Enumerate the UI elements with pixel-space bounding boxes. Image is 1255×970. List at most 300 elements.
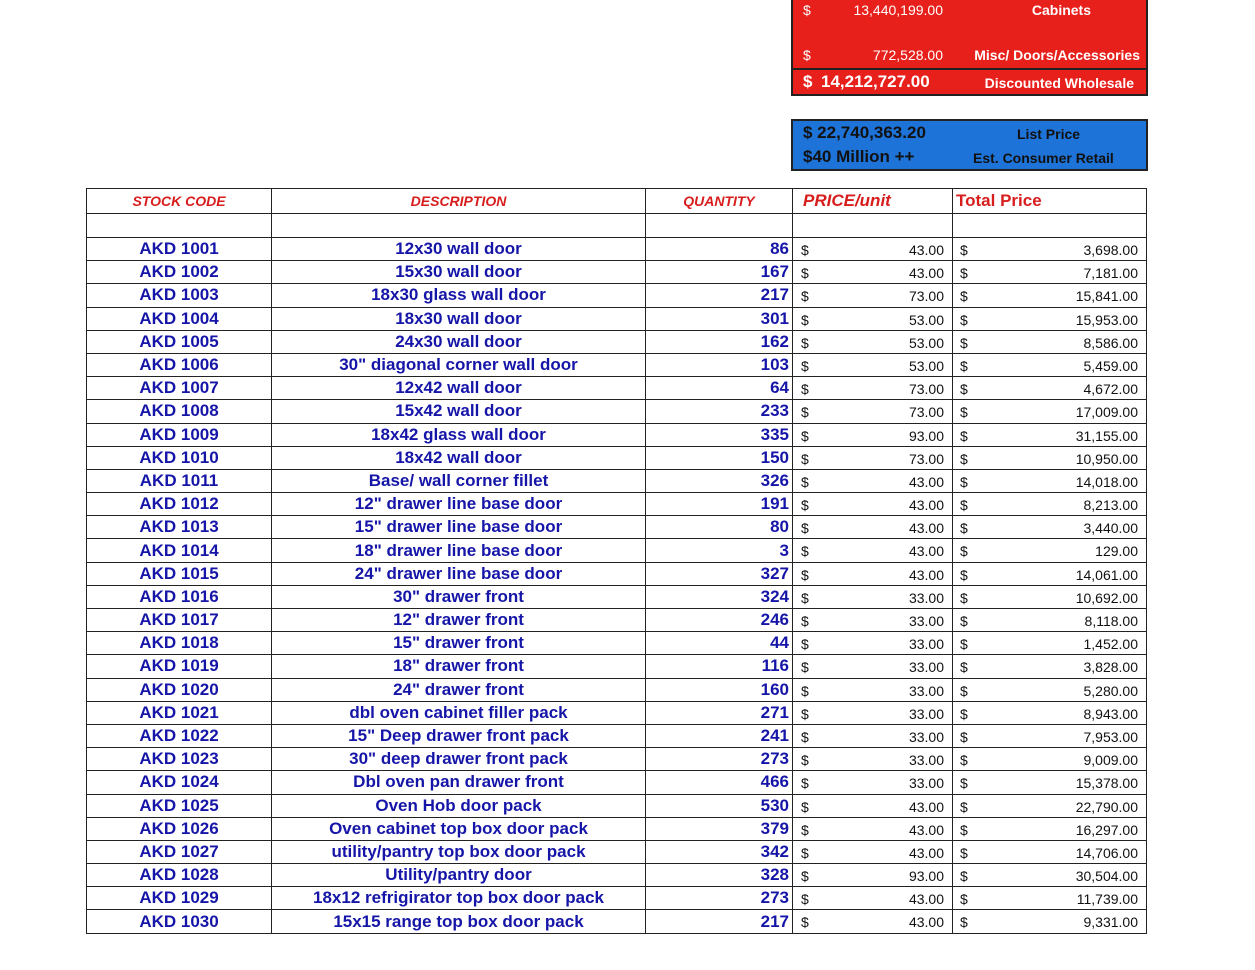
stock-code-cell: AKD 1023: [87, 748, 272, 771]
list-price-label: List Price: [1017, 126, 1081, 142]
wholesale-row: [793, 68, 1146, 96]
unit-price-value: 93.00: [908, 868, 944, 885]
stock-code-cell: AKD 1006: [87, 353, 272, 376]
quantity-cell: 116: [646, 655, 793, 678]
description-cell: 30" diagonal corner wall door: [272, 353, 646, 376]
table-row: [87, 307, 1147, 330]
unit-price-value: 33.00: [908, 589, 944, 606]
currency-symbol: $: [801, 798, 809, 815]
unit-price-cell: [793, 446, 953, 469]
description-cell: 18x42 wall door: [272, 446, 646, 469]
table-row: [87, 794, 1147, 817]
currency-symbol: $: [801, 752, 809, 769]
currency-symbol: $: [801, 868, 809, 885]
total-price-cell: [953, 469, 1147, 492]
total-price-value: 1,452.00: [1083, 636, 1138, 653]
quantity-cell: 160: [646, 678, 793, 701]
quantity-cell: 326: [646, 469, 793, 492]
currency-symbol: $: [960, 891, 968, 908]
unit-price-cell: [793, 330, 953, 353]
header-price-unit: PRICE/unit: [793, 189, 953, 214]
retail-value: $40 Million ++: [803, 147, 915, 166]
total-price-cell: [953, 771, 1147, 794]
quantity-cell: 167: [646, 261, 793, 284]
unit-price-value: 43.00: [908, 914, 944, 931]
total-price-value: 10,692.00: [1075, 589, 1138, 606]
quantity-cell: 162: [646, 330, 793, 353]
unit-price-value: 33.00: [908, 636, 944, 653]
quantity-cell: 233: [646, 400, 793, 423]
unit-price-cell: [793, 701, 953, 724]
quantity-cell: 335: [646, 423, 793, 446]
quantity-cell: 324: [646, 585, 793, 608]
unit-price-value: 43.00: [908, 798, 944, 815]
unit-price-cell: [793, 261, 953, 284]
total-price-value: 14,018.00: [1075, 473, 1138, 490]
stock-table: [86, 188, 1147, 934]
cabinets-label: Cabinets: [1031, 2, 1091, 18]
total-price-value: 3,698.00: [1083, 242, 1138, 258]
currency-symbol: $: [801, 357, 809, 374]
currency-symbol: $: [801, 543, 809, 560]
total-price-cell: [953, 423, 1147, 446]
total-price-value: 5,459.00: [1083, 357, 1138, 374]
unit-price-cell: [793, 771, 953, 794]
quantity-cell: 64: [646, 377, 793, 400]
stock-code-cell: AKD 1013: [87, 516, 272, 539]
currency-symbol: $: [960, 473, 968, 490]
total-price-value: 3,440.00: [1083, 520, 1138, 537]
description-cell: 30" deep drawer front pack: [272, 748, 646, 771]
stock-code-cell: AKD 1017: [87, 609, 272, 632]
table-row: [87, 400, 1147, 423]
table-row: [87, 469, 1147, 492]
unit-price-value: 53.00: [908, 311, 944, 328]
quantity-cell: 301: [646, 307, 793, 330]
total-price-cell: [953, 400, 1147, 423]
stock-code-cell: AKD 1025: [87, 794, 272, 817]
stock-code-cell: AKD 1018: [87, 632, 272, 655]
description-cell: Oven Hob door pack: [272, 794, 646, 817]
unit-price-value: 73.00: [908, 404, 944, 421]
total-price-value: 17,009.00: [1075, 404, 1138, 421]
currency-symbol: $: [960, 636, 968, 653]
quantity-cell: 379: [646, 817, 793, 840]
quantity-cell: 3: [646, 539, 793, 562]
currency-symbol: $: [960, 497, 968, 514]
table-row: [87, 377, 1147, 400]
currency-symbol: $: [960, 520, 968, 537]
currency-symbol: $: [960, 334, 968, 351]
stock-code-cell: AKD 1026: [87, 817, 272, 840]
stock-code-cell: AKD 1008: [87, 400, 272, 423]
table-row: [87, 238, 1147, 261]
total-price-value: 8,586.00: [1083, 334, 1138, 351]
quantity-cell: 530: [646, 794, 793, 817]
description-cell: 18x12 refrigirator top box door pack: [272, 887, 646, 910]
description-cell: Dbl oven pan drawer front: [272, 771, 646, 794]
total-price-cell: [953, 632, 1147, 655]
currency-symbol: $: [960, 288, 968, 305]
unit-price-value: 33.00: [908, 613, 944, 629]
unit-price-cell: [793, 632, 953, 655]
currency-symbol: $: [801, 821, 809, 838]
unit-price-cell: [793, 609, 953, 632]
table-row: [87, 748, 1147, 771]
header-total-price: Total Price: [953, 189, 1147, 214]
stock-code-cell: AKD 1004: [87, 307, 272, 330]
currency-symbol: $: [960, 589, 968, 606]
description-cell: 18x30 glass wall door: [272, 284, 646, 307]
quantity-cell: 217: [646, 284, 793, 307]
unit-price-cell: [793, 864, 953, 887]
quantity-cell: 241: [646, 724, 793, 747]
description-cell: 18x30 wall door: [272, 307, 646, 330]
currency-symbol: $: [960, 357, 968, 374]
currency-symbol: $: [960, 682, 968, 699]
table-row: [87, 771, 1147, 794]
unit-price-cell: [793, 539, 953, 562]
currency-symbol: $: [960, 242, 968, 258]
unit-price-value: 43.00: [908, 891, 944, 908]
quantity-cell: 327: [646, 562, 793, 585]
description-cell: 12x42 wall door: [272, 377, 646, 400]
description-cell: 15" drawer front: [272, 632, 646, 655]
table-row: [87, 655, 1147, 678]
unit-price-value: 33.00: [908, 705, 944, 722]
total-price-cell: [953, 307, 1147, 330]
description-cell: utility/pantry top box door pack: [272, 840, 646, 863]
stock-code-cell: AKD 1029: [87, 887, 272, 910]
table-row: [87, 516, 1147, 539]
total-price-cell: [953, 794, 1147, 817]
table-row: [87, 864, 1147, 887]
description-cell: Utility/pantry door: [272, 864, 646, 887]
stock-code-cell: AKD 1027: [87, 840, 272, 863]
unit-price-cell: [793, 238, 953, 261]
stock-code-cell: AKD 1028: [87, 864, 272, 887]
unit-price-value: 43.00: [908, 473, 944, 490]
table-row: [87, 446, 1147, 469]
table-row: [87, 284, 1147, 307]
currency-symbol: $: [960, 821, 968, 838]
stock-code-cell: AKD 1022: [87, 724, 272, 747]
header-quantity: QUANTITY: [646, 189, 793, 214]
stock-code-cell: AKD 1024: [87, 771, 272, 794]
unit-price-cell: [793, 748, 953, 771]
unit-price-value: 33.00: [908, 659, 944, 676]
total-price-cell: [953, 724, 1147, 747]
total-price-cell: [953, 748, 1147, 771]
currency-symbol: $: [960, 775, 968, 792]
currency-symbol: $: [960, 265, 968, 282]
quantity-cell: 342: [646, 840, 793, 863]
description-cell: 15" drawer line base door: [272, 516, 646, 539]
quantity-cell: 150: [646, 446, 793, 469]
total-price-value: 8,943.00: [1083, 705, 1138, 722]
total-price-cell: [953, 678, 1147, 701]
table-row: [87, 701, 1147, 724]
table-row: [87, 330, 1147, 353]
unit-price-cell: [793, 794, 953, 817]
total-price-cell: [953, 701, 1147, 724]
total-price-cell: [953, 493, 1147, 516]
misc-label: Misc/ Doors/Accessories: [974, 47, 1140, 63]
total-price-cell: [953, 539, 1147, 562]
currency-symbol: $: [960, 381, 968, 398]
unit-price-value: 93.00: [908, 427, 944, 444]
currency-symbol: $: [801, 891, 809, 908]
total-price-value: 31,155.00: [1075, 427, 1138, 444]
unit-price-cell: [793, 724, 953, 747]
total-price-value: 4,672.00: [1083, 381, 1138, 398]
total-price-cell: [953, 446, 1147, 469]
wholesale-amount: 14,212,727.00: [821, 72, 930, 91]
header-description: DESCRIPTION: [272, 189, 646, 214]
currency-symbol: $: [960, 450, 968, 467]
description-cell: 15x30 wall door: [272, 261, 646, 284]
unit-price-cell: [793, 400, 953, 423]
unit-price-cell: [793, 562, 953, 585]
table-row: [87, 632, 1147, 655]
stock-code-cell: AKD 1015: [87, 562, 272, 585]
description-cell: 18" drawer front: [272, 655, 646, 678]
currency-symbol: $: [801, 288, 809, 305]
stock-code-cell: AKD 1030: [87, 910, 272, 933]
stock-code-cell: AKD 1003: [87, 284, 272, 307]
currency-symbol: $: [801, 914, 809, 931]
total-price-cell: [953, 840, 1147, 863]
total-price-value: 129.00: [1095, 543, 1138, 560]
description-cell: 18" drawer line base door: [272, 539, 646, 562]
description-cell: 15" Deep drawer front pack: [272, 724, 646, 747]
total-price-cell: [953, 609, 1147, 632]
currency-symbol: $: [801, 705, 809, 722]
currency-symbol: $: [801, 659, 809, 676]
total-price-value: 11,739.00: [1076, 891, 1138, 908]
table-row: [87, 353, 1147, 376]
unit-price-value: 43.00: [908, 543, 944, 560]
stock-code-cell: AKD 1014: [87, 539, 272, 562]
unit-price-value: 33.00: [908, 728, 944, 745]
unit-price-cell: [793, 655, 953, 678]
quantity-cell: 466: [646, 771, 793, 794]
stock-code-cell: AKD 1012: [87, 493, 272, 516]
currency-symbol: $: [801, 381, 809, 398]
table-row: [87, 887, 1147, 910]
table-body: [87, 238, 1147, 934]
description-cell: 24" drawer front: [272, 678, 646, 701]
currency-symbol: $: [960, 798, 968, 815]
currency-symbol: $: [960, 914, 968, 931]
table-row: [87, 910, 1147, 933]
description-cell: Oven cabinet top box door pack: [272, 817, 646, 840]
misc-amount: 772,528.00: [872, 47, 943, 63]
wholesale-label: Discounted Wholesale: [984, 75, 1134, 91]
quantity-cell: 191: [646, 493, 793, 516]
currency-symbol: $: [803, 2, 811, 18]
total-price-value: 16,297.00: [1075, 821, 1138, 838]
quantity-cell: 80: [646, 516, 793, 539]
currency-symbol: $: [801, 613, 809, 629]
currency-symbol: $: [960, 868, 968, 885]
quantity-cell: 271: [646, 701, 793, 724]
table-row: [87, 724, 1147, 747]
total-price-cell: [953, 655, 1147, 678]
stock-code-cell: AKD 1002: [87, 261, 272, 284]
total-price-cell: [953, 887, 1147, 910]
unit-price-value: 53.00: [908, 334, 944, 351]
description-cell: 12" drawer line base door: [272, 493, 646, 516]
total-price-value: 14,061.00: [1075, 566, 1138, 583]
currency-symbol: $: [801, 589, 809, 606]
total-price-value: 8,118.00: [1084, 613, 1138, 629]
description-cell: 15x42 wall door: [272, 400, 646, 423]
description-cell: 30" drawer front: [272, 585, 646, 608]
total-price-cell: [953, 238, 1147, 261]
stock-code-cell: AKD 1007: [87, 377, 272, 400]
table-row: [87, 678, 1147, 701]
currency-symbol: $: [801, 636, 809, 653]
total-price-cell: [953, 284, 1147, 307]
currency-symbol: $: [803, 72, 813, 91]
total-price-value: 7,953.00: [1083, 728, 1138, 745]
description-cell: 12x30 wall door: [272, 238, 646, 261]
currency-symbol: $: [803, 47, 811, 63]
currency-symbol: $: [801, 682, 809, 699]
unit-price-cell: [793, 840, 953, 863]
currency-symbol: $: [960, 844, 968, 861]
unit-price-cell: [793, 887, 953, 910]
total-price-cell: [953, 261, 1147, 284]
stock-code-cell: AKD 1021: [87, 701, 272, 724]
stock-code-cell: AKD 1016: [87, 585, 272, 608]
quantity-cell: 44: [646, 632, 793, 655]
currency-symbol: $: [960, 705, 968, 722]
unit-price-cell: [793, 307, 953, 330]
unit-price-value: 43.00: [908, 242, 944, 258]
currency-symbol: $: [801, 334, 809, 351]
total-price-value: 15,953.00: [1075, 311, 1138, 328]
table-row: [87, 609, 1147, 632]
currency-symbol: $: [801, 450, 809, 467]
table-row: [87, 562, 1147, 585]
wholesale-summary-box: [791, 0, 1148, 96]
unit-price-cell: [793, 493, 953, 516]
currency-symbol: $: [801, 427, 809, 444]
total-price-value: 9,009.00: [1083, 752, 1138, 769]
stock-code-cell: AKD 1001: [87, 238, 272, 261]
unit-price-cell: [793, 678, 953, 701]
unit-price-value: 33.00: [908, 775, 944, 792]
unit-price-cell: [793, 910, 953, 933]
stock-code-cell: AKD 1011: [87, 469, 272, 492]
currency-symbol: $: [801, 404, 809, 421]
currency-symbol: $: [960, 543, 968, 560]
description-cell: 24" drawer line base door: [272, 562, 646, 585]
description-cell: 12" drawer front: [272, 609, 646, 632]
table-row: [87, 493, 1147, 516]
unit-price-cell: [793, 423, 953, 446]
unit-price-value: 73.00: [908, 288, 944, 305]
currency-symbol: $: [960, 566, 968, 583]
description-cell: 15x15 range top box door pack: [272, 910, 646, 933]
table-row: [87, 840, 1147, 863]
unit-price-cell: [793, 817, 953, 840]
description-cell: 24x30 wall door: [272, 330, 646, 353]
table-row: [87, 817, 1147, 840]
total-price-cell: [953, 864, 1147, 887]
unit-price-value: 33.00: [908, 682, 944, 699]
table-row: [87, 539, 1147, 562]
unit-price-cell: [793, 377, 953, 400]
unit-price-value: 73.00: [908, 450, 944, 467]
total-price-value: 9,331.00: [1083, 914, 1138, 931]
unit-price-cell: [793, 353, 953, 376]
currency-symbol: $: [960, 728, 968, 745]
quantity-cell: 273: [646, 887, 793, 910]
description-cell: Base/ wall corner fillet: [272, 469, 646, 492]
currency-symbol: $: [801, 497, 809, 514]
total-price-cell: [953, 585, 1147, 608]
quantity-cell: 86: [646, 238, 793, 261]
currency-symbol: $: [801, 520, 809, 537]
total-price-cell: [953, 377, 1147, 400]
unit-price-value: 43.00: [908, 497, 944, 514]
currency-symbol: $: [801, 566, 809, 583]
cabinets-amount: 13,440,199.00: [853, 2, 943, 18]
table-row: [87, 261, 1147, 284]
quantity-cell: 103: [646, 353, 793, 376]
currency-symbol: $: [801, 311, 809, 328]
currency-symbol: $: [960, 404, 968, 421]
unit-price-value: 43.00: [908, 520, 944, 537]
retail-label: Est. Consumer Retail: [973, 150, 1114, 166]
unit-price-value: 33.00: [908, 752, 944, 769]
currency-symbol: $: [960, 613, 968, 629]
currency-symbol: $: [960, 752, 968, 769]
unit-price-value: 43.00: [908, 566, 944, 583]
currency-symbol: $: [801, 844, 809, 861]
total-price-cell: [953, 910, 1147, 933]
currency-symbol: $: [960, 659, 968, 676]
total-price-value: 15,841.00: [1075, 288, 1138, 305]
list-price-value: $ 22,740,363.20: [803, 123, 926, 142]
description-cell: 18x42 glass wall door: [272, 423, 646, 446]
currency-symbol: $: [801, 242, 809, 258]
stock-code-cell: AKD 1019: [87, 655, 272, 678]
total-price-cell: [953, 562, 1147, 585]
total-price-cell: [953, 817, 1147, 840]
unit-price-cell: [793, 585, 953, 608]
stock-code-cell: AKD 1005: [87, 330, 272, 353]
unit-price-value: 43.00: [908, 265, 944, 282]
currency-symbol: $: [801, 775, 809, 792]
quantity-cell: 246: [646, 609, 793, 632]
total-price-cell: [953, 330, 1147, 353]
quantity-cell: 328: [646, 864, 793, 887]
description-cell: dbl oven cabinet filler pack: [272, 701, 646, 724]
total-price-value: 7,181.00: [1083, 265, 1138, 282]
unit-price-cell: [793, 469, 953, 492]
unit-price-value: 43.00: [908, 821, 944, 838]
total-price-value: 8,213.00: [1083, 497, 1138, 514]
unit-price-cell: [793, 284, 953, 307]
quantity-cell: 273: [646, 748, 793, 771]
total-price-value: 15,378.00: [1075, 775, 1138, 792]
unit-price-value: 53.00: [908, 357, 944, 374]
unit-price-cell: [793, 516, 953, 539]
